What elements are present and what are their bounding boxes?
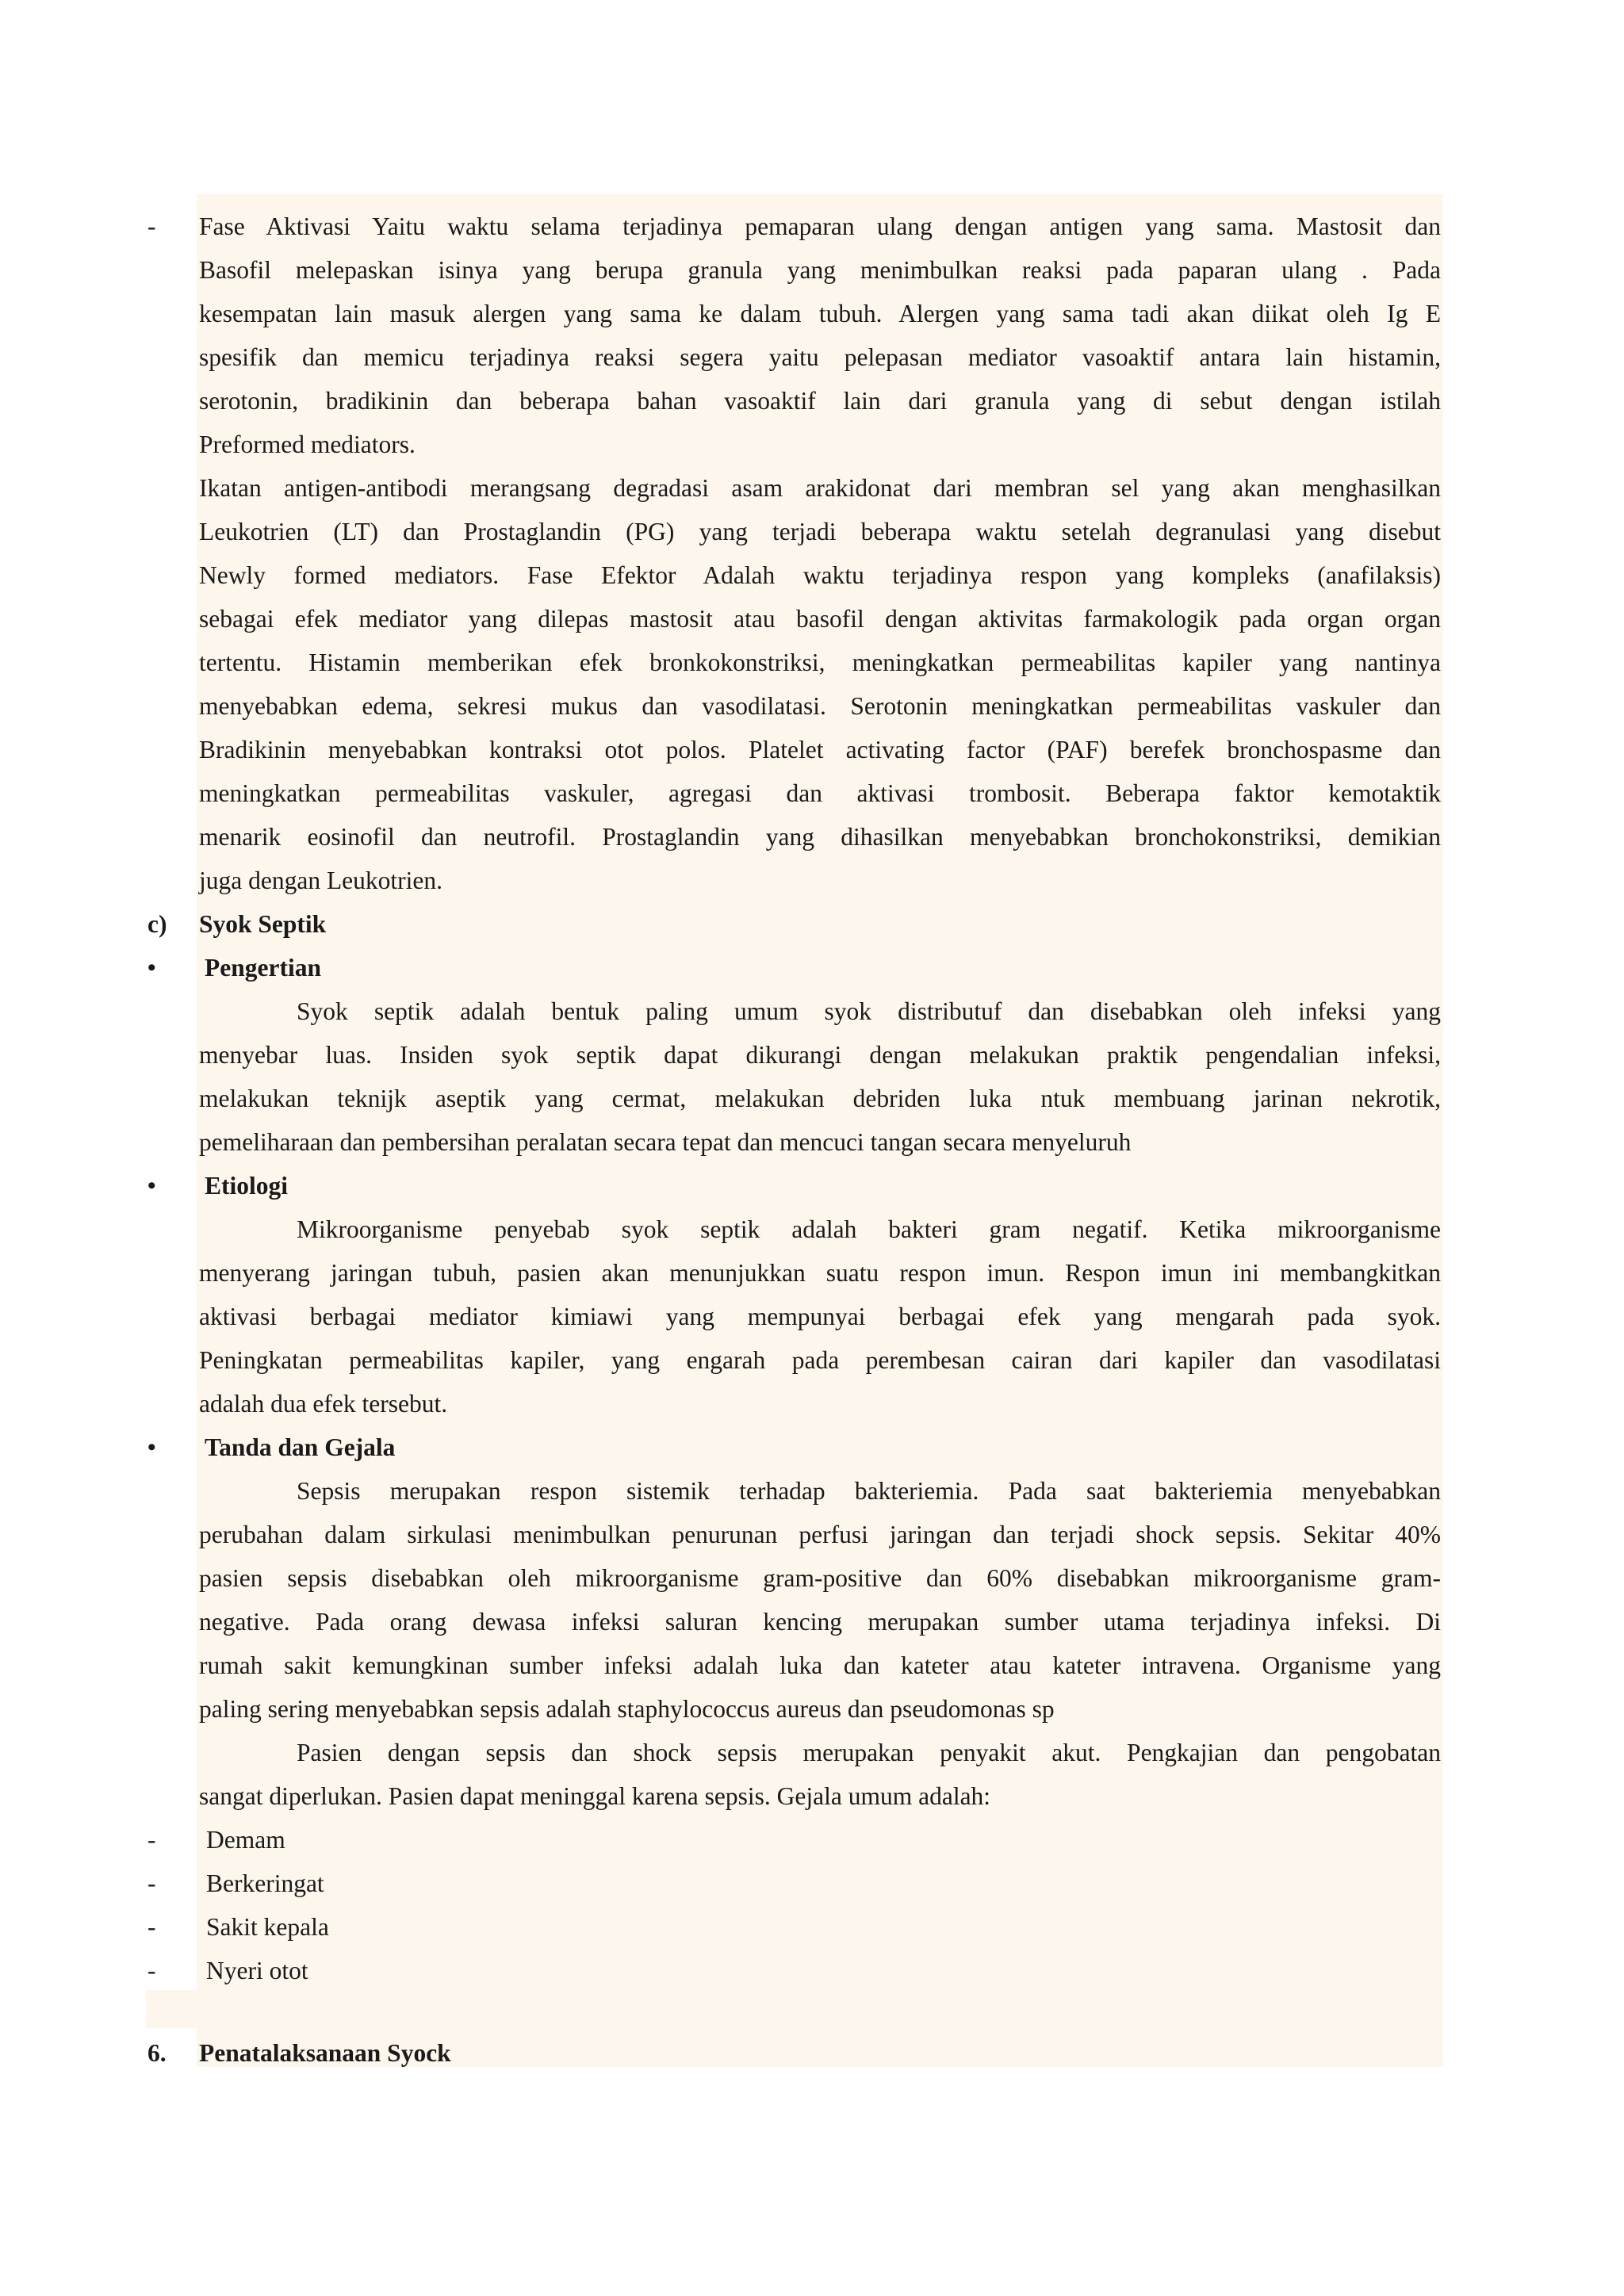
paragraph-line: juga dengan Leukotrien. bbox=[199, 867, 443, 894]
paragraph-line: kesempatan lain masuk alergen yang sama ke dalam tubuh. Alergen yang sama tadi akan diikat oleh Ig E bbox=[199, 300, 1441, 327]
paragraph-line: melakukan teknijk aseptik yang cermat, melakukan debriden luka ntuk membuang jarinan nekrotik, bbox=[199, 1085, 1441, 1112]
paragraph-line: Mikroorganisme penyebab syok septik adalah bakteri gram negatif. Ketika mikroorganisme bbox=[297, 1215, 1441, 1243]
paragraph-line: Newly formed mediators. Fase Efektor Adalah waktu terjadinya respon yang kompleks (anafilaksis) bbox=[199, 561, 1441, 589]
dash-marker: - bbox=[147, 1913, 156, 1941]
paragraph-line: perubahan dalam sirkulasi menimbulkan penurunan perfusi jaringan dan terjadi shock sepsis. Sekitar 40% bbox=[199, 1521, 1441, 1548]
paragraph-line: aktivasi berbagai mediator kimiawi yang mempunyai berbagai efek yang mengarah pada syok. bbox=[199, 1303, 1441, 1330]
dash-marker: - bbox=[147, 1957, 156, 1984]
paragraph-line: pasien sepsis disebabkan oleh mikroorganisme gram-positive dan 60% disebabkan mikroorganisme gram- bbox=[199, 1564, 1441, 1592]
paragraph-line: pemeliharaan dan pembersihan peralatan secara tepat dan mencuci tangan secara menyeluruh bbox=[199, 1128, 1132, 1156]
paragraph-line: negative. Pada orang dewasa infeksi saluran kencing merupakan sumber utama terjadinya infeksi. Di bbox=[199, 1608, 1441, 1636]
paragraph-line: menarik eosinofil dan neutrofil. Prostaglandin yang dihasilkan menyebabkan bronchokonstriksi, demikian bbox=[199, 823, 1441, 851]
paragraph-line: Sepsis merupakan respon sistemik terhadap bakteriemia. Pada saat bakteriemia menyebabkan bbox=[297, 1477, 1441, 1505]
subheading-title: Tanda dan Gejala bbox=[205, 1433, 396, 1461]
paragraph-line: menyerang jaringan tubuh, pasien akan menunjukkan suatu respon imun. Respon imun ini membangkitkan bbox=[199, 1259, 1441, 1287]
paragraph-line: spesifik dan memicu terjadinya reaksi segera yaitu pelepasan mediator vasoaktif antara lain histamin, bbox=[199, 343, 1441, 371]
paragraph-line: paling sering menyebabkan sepsis adalah staphylococcus aureus dan pseudomonas sp bbox=[199, 1695, 1055, 1723]
bullet-icon: • bbox=[147, 955, 156, 981]
symptom-text: Sakit kepala bbox=[206, 1913, 329, 1941]
section-title: Syok Septik bbox=[199, 910, 327, 938]
symptom-text: Berkeringat bbox=[206, 1869, 324, 1897]
paragraph-line: sangat diperlukan. Pasien dapat meninggal karena sepsis. Gejala umum adalah: bbox=[199, 1782, 991, 1810]
section-title: Penatalaksanaan Syock bbox=[199, 2039, 451, 2067]
subheading-title: Pengertian bbox=[205, 954, 321, 982]
paragraph-line: adalah dua efek tersebut. bbox=[199, 1390, 448, 1418]
paragraph-line: menyebabkan edema, sekresi mukus dan vasodilatasi. Serotonin meningkatkan permeabilitas vaskuler dan bbox=[199, 692, 1441, 720]
subheading-title: Etiologi bbox=[205, 1172, 289, 1200]
paragraph-line: tertentu. Histamin memberikan efek bronkokonstriksi, meningkatkan permeabilitas kapiler yang nantinya bbox=[199, 649, 1441, 676]
paragraph-line: serotonin, bradikinin dan beberapa bahan vasoaktif lain dari granula yang di sebut dengan istilah bbox=[199, 387, 1441, 415]
paragraph-line: Bradikinin menyebabkan kontraksi otot polos. Platelet activating factor (PAF) berefek bronchospasme dan bbox=[199, 736, 1441, 763]
dash-marker: - bbox=[147, 1869, 156, 1897]
bullet-icon: • bbox=[147, 1434, 156, 1460]
paragraph-line: Basofil melepaskan isinya yang berupa granula yang menimbulkan reaksi pada paparan ulang . Pada bbox=[199, 256, 1441, 284]
paragraph-line: Syok septik adalah bentuk paling umum syok distributuf dan disebabkan oleh infeksi yang bbox=[297, 997, 1441, 1025]
paragraph-line: Ikatan antigen-antibodi merangsang degradasi asam arakidonat dari membran sel yang akan menghasilkan bbox=[199, 474, 1441, 502]
paragraph-line: Fase Aktivasi Yaitu waktu selama terjadinya pemaparan ulang dengan antigen yang sama. Mastosit dan bbox=[199, 212, 1441, 240]
section-marker: 6. bbox=[147, 2039, 167, 2067]
symptom-text: Nyeri otot bbox=[206, 1957, 308, 1984]
bullet-icon: • bbox=[147, 1173, 156, 1199]
paragraph-line: rumah sakit kemungkinan sumber infeksi adalah luka dan kateter atau kateter intravena. Organisme yang bbox=[199, 1651, 1441, 1679]
highlight-band-left bbox=[146, 1990, 197, 2028]
symptom-text: Demam bbox=[206, 1826, 285, 1854]
paragraph-line: sebagai efek mediator yang dilepas mastosit atau basofil dengan aktivitas farmakologik pada organ organ bbox=[199, 605, 1441, 633]
paragraph-line: menyebar luas. Insiden syok septik dapat dikurangi dengan melakukan praktik pengendalian infeksi, bbox=[199, 1041, 1441, 1069]
paragraph-line: Preformed mediators. bbox=[199, 430, 416, 458]
dash-marker: - bbox=[147, 1826, 156, 1854]
section-marker: c) bbox=[147, 910, 167, 938]
paragraph-line: Leukotrien (LT) dan Prostaglandin (PG) yang terjadi beberapa waktu setelah degranulasi yang disebut bbox=[199, 518, 1441, 545]
paragraph-line: Peningkatan permeabilitas kapiler, yang engarah pada perembesan cairan dari kapiler dan vasodilatasi bbox=[199, 1346, 1441, 1374]
dash-marker: - bbox=[147, 212, 156, 240]
paragraph-line: meningkatkan permeabilitas vaskuler, agregasi dan aktivasi trombosit. Beberapa faktor kemotaktik bbox=[199, 779, 1441, 807]
paragraph-line: Pasien dengan sepsis dan shock sepsis merupakan penyakit akut. Pengkajian dan pengobatan bbox=[297, 1739, 1441, 1766]
